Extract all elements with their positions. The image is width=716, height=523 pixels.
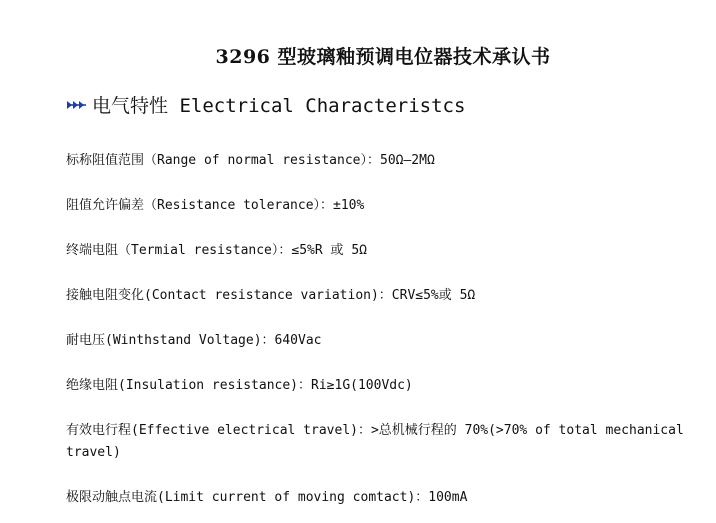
spec-resistance-range: 标称阻值范围（Range of normal resistance）：50Ω—2MΩ <box>66 153 435 168</box>
page-title: 3296 型玻璃釉预调电位器技术承认书 <box>215 46 551 68</box>
spec-resistance-tolerance: 阻值允许偏差（Resistance tolerance）：±10% <box>66 198 365 213</box>
spec-insulation-resistance: 绝缘电阻(Insulation resistance)：Ri≥1G(100Vdc) <box>66 378 413 393</box>
spec-list <box>66 150 706 509</box>
section-heading-text: 电气特性 Electrical Characteristcs <box>92 95 466 117</box>
spec-effective-electrical-travel: 有效电行程(Effective electrical travel)：>总机械行程的 70%(>70% of total mechanical travel) <box>66 423 684 460</box>
section-heading <box>66 91 465 118</box>
spec-limit-current: 极限动触点电流(Limit current of moving comtact)：100mA <box>66 490 468 505</box>
triple-arrow-icon <box>66 98 88 112</box>
spec-contact-resistance-variation: 接触电阻变化(Contact resistance variation)：CRV≤5%或 5Ω <box>66 288 476 303</box>
spec-withstand-voltage: 耐电压(Winthstand Voltage)：640Vac <box>66 333 322 348</box>
spec-terminal-resistance: 终端电阻（Termial resistance）：≤5%R 或 5Ω <box>66 243 367 258</box>
